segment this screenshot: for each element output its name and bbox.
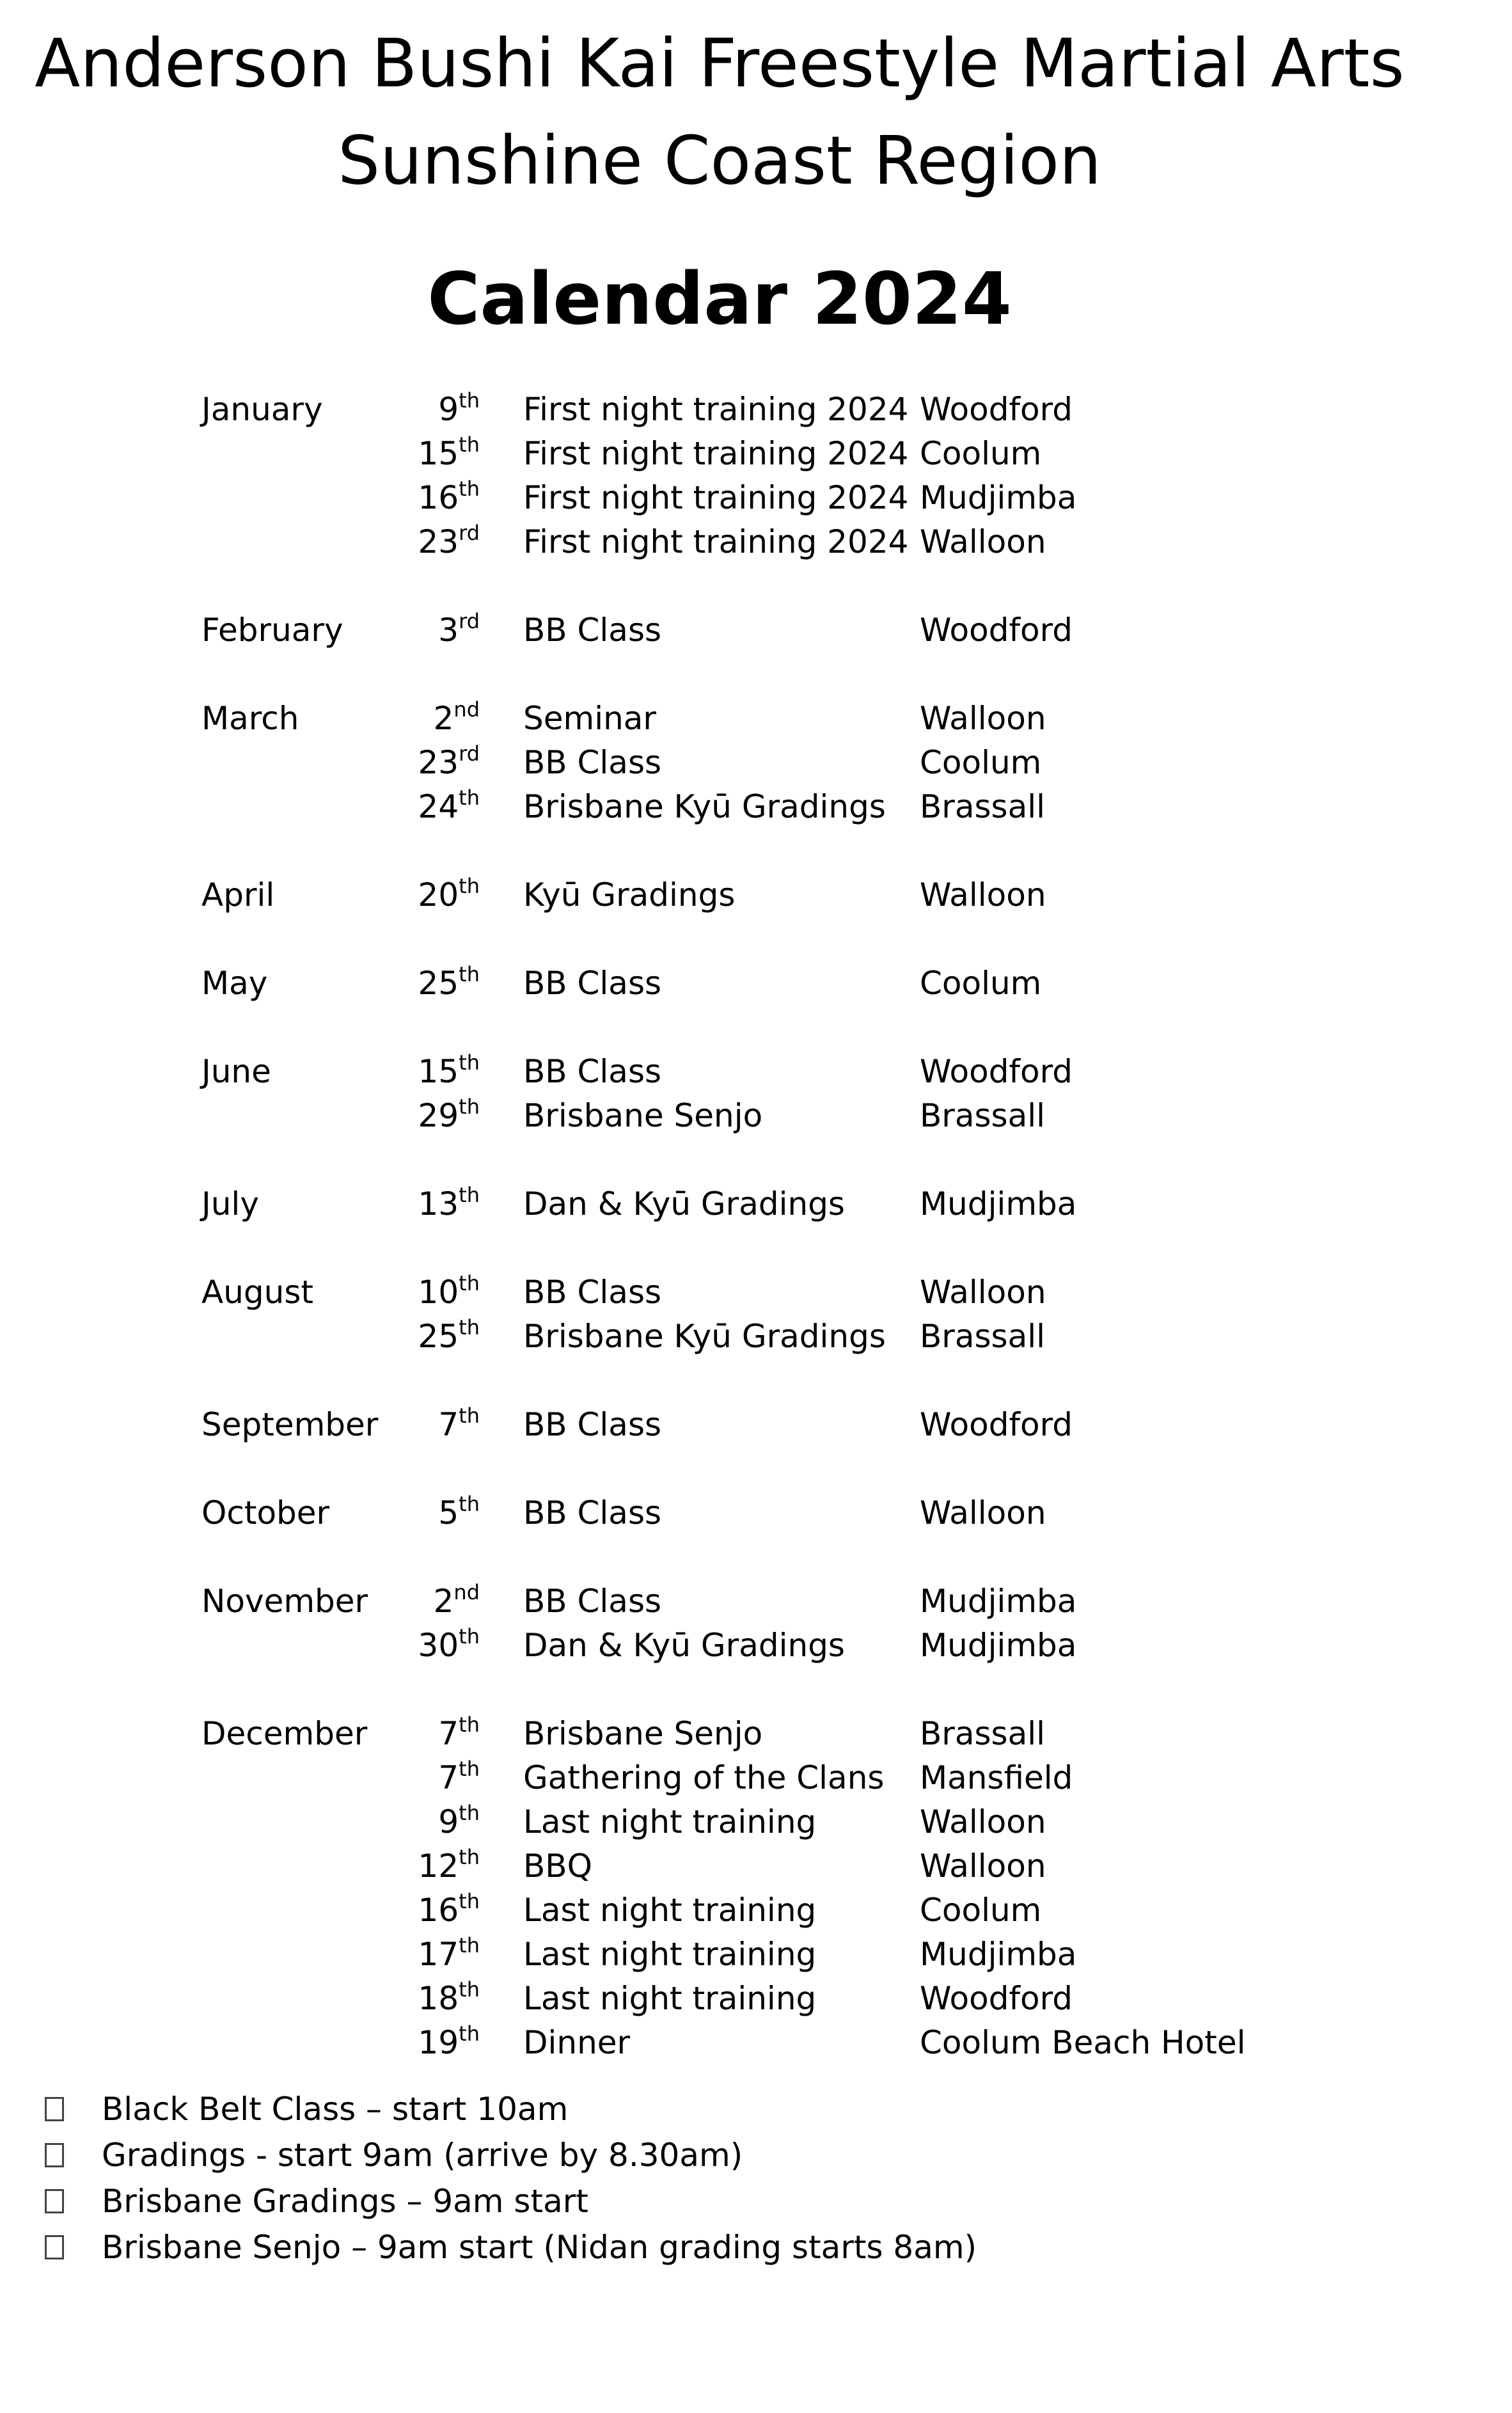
event-day [384,696,480,741]
event-day-number: 16 [418,479,459,516]
event-row [0,1314,1512,1359]
event-row [0,519,1512,564]
event-month: April [201,876,275,914]
event-row [0,1270,1512,1315]
event-day-number: 19 [418,2024,459,2061]
event-venue: Woodford [920,1406,1073,1443]
event-day-suffix: th [459,388,480,413]
event-day-suffix: th [459,1624,480,1649]
note-item [0,2087,1023,2132]
event-row [0,1093,1512,1138]
event-day-number: 7 [438,1759,459,1796]
note-item [0,2179,1023,2224]
event-day-number: 23 [418,744,459,781]
event-day [384,1623,480,1668]
event-day-number: 2 [433,1583,454,1620]
bullet-box-icon [45,2235,64,2259]
event-day [384,1844,480,1888]
bullet-box-icon [45,2189,64,2213]
event-day [384,1402,480,1447]
event-day-suffix: th [459,1801,480,1825]
event-name: Last night training [523,1980,817,2017]
note-item [0,2133,1023,2178]
event-day-suffix: th [459,1977,480,2002]
event-venue: Mudjimba [920,479,1077,516]
event-day-number: 16 [418,1892,459,1929]
event-name: BB Class [523,1053,662,1090]
event-month: November [201,1583,368,1620]
event-month: October [201,1494,330,1531]
event-day [384,1976,480,2021]
event-name: Last night training [523,1803,817,1840]
event-name: BBQ [523,1847,592,1885]
event-day-suffix: th [459,786,480,810]
event-day [384,1270,480,1315]
event-day [384,961,480,1006]
note-text: Brisbane Gradings – 9am start [102,2183,588,2220]
event-day-number: 15 [418,435,459,472]
event-name: Dan & Kyū Gradings [523,1627,845,1664]
event-row [0,2020,1512,2065]
event-name: Kyū Gradings [523,876,736,914]
event-day-suffix: th [459,1183,480,1207]
event-month: January [201,391,323,428]
event-day-number: 12 [418,1847,459,1885]
event-row [0,1800,1512,1844]
event-day [384,740,480,785]
event-day-suffix: th [459,1050,480,1075]
event-venue: Walloon [920,523,1046,560]
event-name: BB Class [523,612,662,649]
event-venue: Mansfield [920,1759,1073,1796]
event-day-number: 3 [438,612,459,649]
event-day [384,1888,480,1933]
event-month: September [201,1406,379,1443]
event-name: BB Class [523,1494,662,1531]
event-day-suffix: th [459,2021,480,2046]
event-row [0,1623,1512,1668]
event-venue: Coolum [920,744,1042,781]
event-row [0,1755,1512,1800]
event-day [384,1579,480,1624]
note-text: Black Belt Class – start 10am [102,2091,569,2128]
event-month: May [201,965,268,1002]
event-venue: Walloon [920,700,1046,737]
event-name: Seminar [523,700,656,737]
event-day [384,1314,480,1359]
event-day-suffix: th [459,1757,480,1781]
event-day [384,1491,480,1535]
note-text: Gradings - start 9am (arrive by 8.30am) [102,2137,743,2174]
event-name: BB Class [523,965,662,1002]
bullet-box-icon [45,2143,64,2167]
event-day-suffix: th [459,962,480,986]
event-day-suffix: th [459,1889,480,1913]
event-day [384,431,480,476]
event-venue: Walloon [920,876,1046,914]
event-venue: Mudjimba [920,1627,1077,1664]
event-venue: Woodford [920,612,1073,649]
event-day-suffix: rd [459,609,480,633]
event-day-suffix: th [459,1933,480,1958]
event-venue: Mudjimba [920,1583,1077,1620]
event-name: Last night training [523,1936,817,1973]
event-row [0,1932,1512,1977]
event-day-suffix: rd [459,521,480,545]
event-row [0,1888,1512,1933]
event-month: December [201,1715,368,1752]
event-row [0,1711,1512,1756]
event-month: June [201,1053,271,1090]
event-day-number: 25 [418,965,459,1002]
event-month: February [201,612,343,649]
event-day-number: 15 [418,1053,459,1090]
event-row [0,608,1512,653]
event-name: First night training 2024 [523,391,909,428]
event-day [384,475,480,520]
event-month: July [201,1185,259,1222]
note-item [0,2225,1023,2270]
event-day [384,873,480,917]
event-venue: Coolum Beach Hotel [920,2024,1246,2061]
event-venue: Mudjimba [920,1185,1077,1222]
event-day-number: 20 [418,876,459,914]
event-day-suffix: th [459,1271,480,1295]
event-day [384,519,480,564]
event-day [384,1932,480,1977]
event-day-suffix: th [459,1315,480,1340]
event-name: BB Class [523,744,662,781]
event-row [0,475,1512,520]
event-row [0,1402,1512,1447]
event-day-number: 9 [438,1803,459,1840]
event-venue: Walloon [920,1847,1046,1885]
event-month: March [201,700,299,737]
region-title: Sunshine Coast Region [338,122,1101,200]
event-venue: Brassall [920,788,1046,825]
event-day [384,1049,480,1094]
event-row [0,431,1512,476]
calendar-heading: Calendar 2024 [427,258,1012,341]
event-day-number: 10 [418,1274,459,1311]
event-name: Brisbane Kyū Gradings [523,1318,886,1355]
event-row [0,387,1512,432]
event-row [0,784,1512,829]
event-venue: Woodford [920,1053,1073,1090]
event-day [384,784,480,829]
event-venue: Brassall [920,1318,1046,1355]
event-day-number: 23 [418,523,459,560]
event-row [0,1579,1512,1624]
event-day-number: 24 [418,788,459,825]
event-day-number: 17 [418,1936,459,1973]
event-day-suffix: th [459,1713,480,1737]
event-row [0,1049,1512,1094]
event-venue: Walloon [920,1803,1046,1840]
event-venue: Walloon [920,1274,1046,1311]
event-name: Brisbane Kyū Gradings [523,788,886,825]
event-day [384,1182,480,1226]
event-row [0,1491,1512,1535]
event-name: Gathering of the Clans [523,1759,885,1796]
event-venue: Brassall [920,1097,1046,1134]
event-day-suffix: th [459,874,480,898]
event-name: BB Class [523,1274,662,1311]
club-title: Anderson Bushi Kai Freestyle Martial Arts [35,24,1405,102]
event-day [384,2020,480,2065]
event-name: First night training 2024 [523,435,909,472]
event-day-suffix: nd [453,1580,480,1604]
event-venue: Coolum [920,965,1042,1002]
event-day-number: 7 [438,1406,459,1443]
event-name: First night training 2024 [523,523,909,560]
event-row [0,1844,1512,1888]
event-name: Brisbane Senjo [523,1097,763,1134]
event-day-suffix: th [459,1404,480,1428]
event-day-suffix: th [459,477,480,501]
event-day-number: 7 [438,1715,459,1752]
event-name: Dinner [523,2024,631,2061]
event-venue: Mudjimba [920,1936,1077,1973]
event-row [0,961,1512,1006]
event-name: BB Class [523,1583,662,1620]
event-row [0,696,1512,741]
event-day [384,608,480,653]
event-name: Dan & Kyū Gradings [523,1185,845,1222]
event-day [384,1711,480,1756]
event-month: August [201,1274,313,1311]
event-day-number: 29 [418,1097,459,1134]
event-day-number: 18 [418,1980,459,2017]
event-day [384,387,480,432]
event-name: BB Class [523,1406,662,1443]
event-day [384,1755,480,1800]
event-day-number: 2 [433,700,454,737]
event-venue: Walloon [920,1494,1046,1531]
event-venue: Woodford [920,1980,1073,2017]
event-day-suffix: th [459,1095,480,1119]
event-row [0,1976,1512,2021]
event-day-suffix: th [459,432,480,457]
event-row [0,873,1512,917]
event-venue: Coolum [920,1892,1042,1929]
event-day-number: 9 [438,391,459,428]
event-name: First night training 2024 [523,479,909,516]
event-name: Last night training [523,1892,817,1929]
event-venue: Brassall [920,1715,1046,1752]
note-text: Brisbane Senjo – 9am start (Nidan grading starts 8am) [102,2229,977,2266]
event-row [0,740,1512,785]
event-venue: Coolum [920,435,1042,472]
event-venue: Woodford [920,391,1073,428]
event-day-suffix: rd [459,741,480,766]
event-day-suffix: nd [453,697,480,722]
event-name: Brisbane Senjo [523,1715,763,1752]
event-day-number: 5 [438,1494,459,1531]
bullet-box-icon [45,2097,64,2121]
event-day-suffix: th [459,1845,480,1869]
event-day-number: 30 [418,1627,459,1664]
event-day [384,1093,480,1138]
event-day-number: 25 [418,1318,459,1355]
event-day-suffix: th [459,1492,480,1516]
event-day-number: 13 [418,1185,459,1222]
event-row [0,1182,1512,1226]
event-day [384,1800,480,1844]
